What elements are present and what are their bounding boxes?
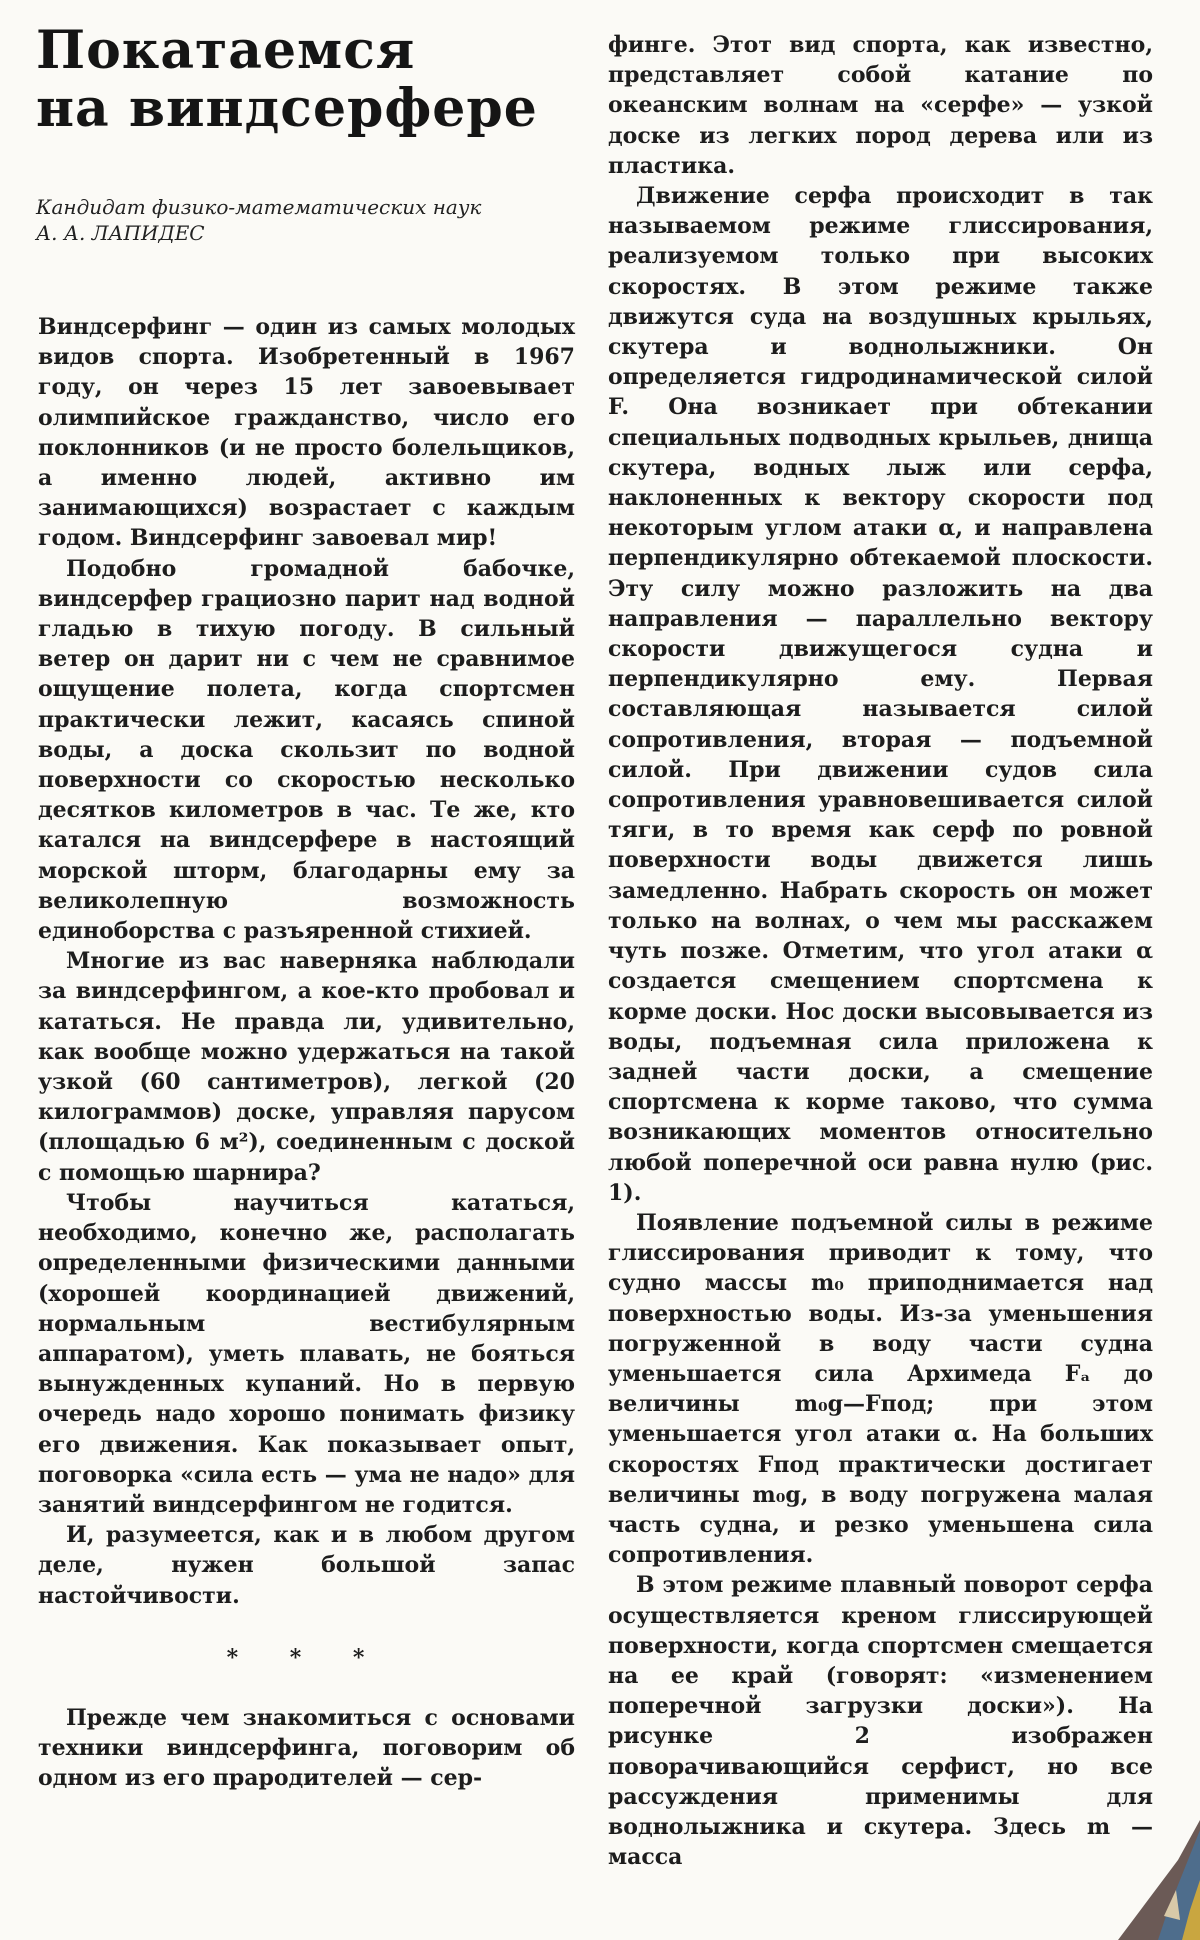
corner-illustration-fragment [1118, 1820, 1200, 1940]
author-byline [36, 194, 556, 246]
article-title [36, 22, 556, 138]
left-column [38, 312, 575, 1794]
paragraph: Подобно громадной бабочке, виндсерфер грациозно парит над водной гладью в тихую погоду. В сильный ветер он дарит ни с чем не сравнимое ощущение полета, когда спортсмен практически лежит, касаясь спиной воды, а доска скользит по водной поверхности со скоростью несколько десятков километров в час. Те же, кто катался на виндсерфере в настоящий морской шторм, благодарны ему за великолепную возможность единоборства с разъяренной стихией. [38, 555, 575, 945]
paragraph: Появление подъемной силы в режиме глиссирования приводит к тому, что судно массы m₀ приподнимается над поверхностью воды. Из-за уменьшения погруженной в воду части судна уменьшается сила Архимеда Fₐ до величины m₀g—Fпод; при этом уменьшается угол атаки α. На больших скоростях Fпод практически достигает величины m₀g, в воду погружена малая часть судна, и резко уменьшена сила сопротивления. [608, 1209, 1153, 1569]
paragraph: Виндсерфинг — один из самых молодых видов спорта. Изобретенный в 1967 году, он через 15 лет завоевывает олимпийское гражданство, число его поклонников (и не просто болельщиков, а именно людей, активно им занимающихся) возрастает с каждым годом. Виндсерфинг завоевал мир! [38, 314, 575, 552]
paragraph: Чтобы научиться кататься, необходимо, конечно же, располагать определенными физическими данными (хорошей координацией движений, нормальным вестибулярным аппаратом), уметь плавать, не бояться вынужденных купаний. Но в первую очередь надо хорошо понимать физику его движения. Как показывает опыт, поговорка «сила есть — ума не надо» для занятий виндсерфингом не годится. [38, 1189, 575, 1518]
paragraph: Прежде чем знакомиться с основами техники виндсерфинга, поговорим об одном из его прародителей — сер- [38, 1704, 575, 1792]
section-separator: * * * [226, 1644, 387, 1671]
paragraph: Движение серфа происходит в так называемом режиме глиссирования, реализуемом только при высоких скоростях. В этом режиме также движутся суда на воздушных крыльях, скутера и воднолыжники. Он определяется гидродинамической силой F. Она возникает при обтекании специальных подводных крыльев, днища скутера, водных лыж или серфа, наклоненных к вектору скорости под некоторым углом атаки α, и направлена перпендикулярно обтекаемой плоскости. Эту силу можно разложить на два направления — параллельно вектору скорости движущегося судна и перпендикулярно ему. Первая составляющая называется силой сопротивления, вторая — подъемной силой. При движении судов сила сопротивления уравновешивается силой тяги, в то время как серф по ровной поверхности воды движется лишь замедленно. Набрать скорость он может только на волнах, о чем мы расскажем чуть позже. Отметим, что угол атаки α создается смещением спортсмена к корме доски. Нос доски высовывается из воды, подъемная сила приложена к задней части доски, а смещение спортсмена к корме таково, что сумма возникающих моментов относительно любой поперечной оси равна нулю (рис. 1). [608, 183, 1153, 1206]
paragraph: Многие из вас наверняка наблюдали за виндсерфингом, а кое-кто пробовал и кататься. Не правда ли, удивительно, как вообще можно удержаться на такой узкой (60 сантиметров), легкой (20 килограммов) доске, управляя парусом (площадью 6 м²), соединенным с доской с помощью шарнира? [38, 948, 575, 1186]
author-name: А. А. ЛАПИДЕС [36, 221, 205, 245]
title-line-2: на виндсерфере [36, 78, 538, 139]
paragraph: И, разумеется, как и в любом другом деле, нужен большой запас настойчивости. [38, 1522, 575, 1609]
title-line-1: Покатаемся [36, 20, 416, 81]
paragraph: финге. Этот вид спорта, как известно, представляет собой катание по океанским волнам на «серфе» — узкой доске из легких пород дерева или из пластика. [608, 32, 1153, 179]
right-column [608, 30, 1153, 1872]
paragraph: В этом режиме плавный поворот серфа осуществляется креном глиссирующей поверхности, когда спортсмен смещается на ее край (говорят: «изменением поперечной загрузки доски»). На рисунке 2 изображен поворачивающийся серфист, но все рассуждения применимы для воднолыжника и скутера. Здесь m — масса [608, 1572, 1153, 1871]
author-degree: Кандидат физико-математических наук [36, 195, 482, 219]
